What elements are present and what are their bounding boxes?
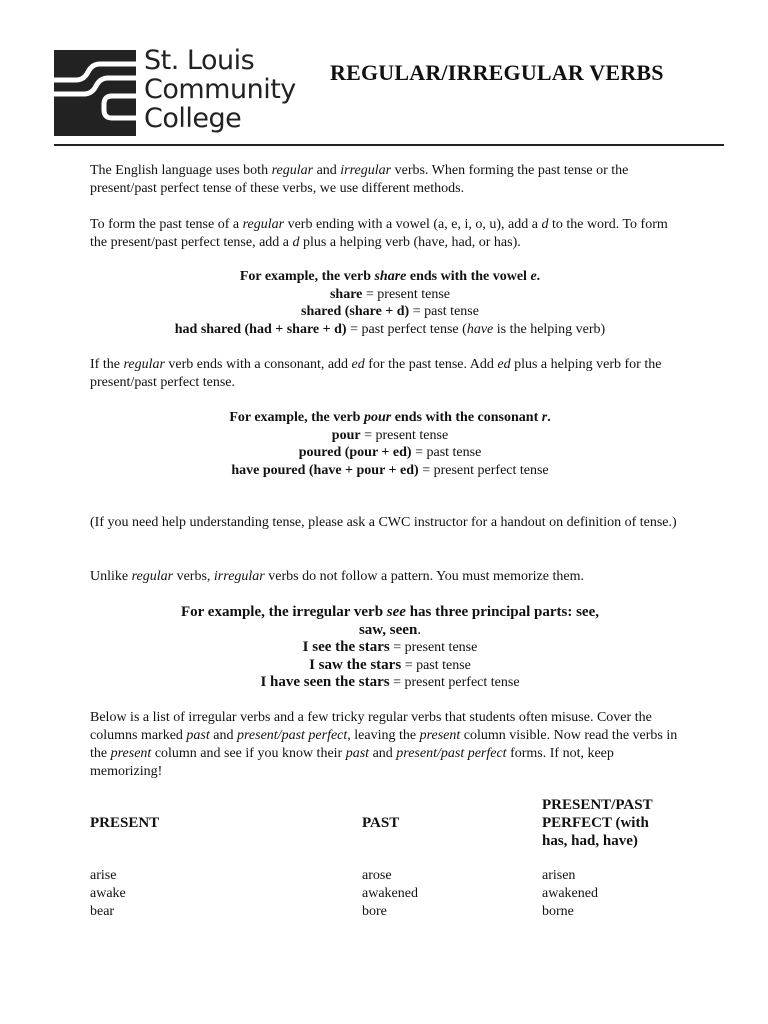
college-logo bbox=[54, 45, 314, 140]
column-header-perfect bbox=[542, 796, 653, 850]
college-logo-icon bbox=[54, 50, 136, 136]
example-see-heading: For example, the irregular verb see has three principal parts: see, saw, seen. bbox=[181, 604, 599, 638]
example-pour-line-3: have poured (have + pour + ed) = present perfect tense bbox=[231, 462, 549, 478]
example-pour-line-1: pour = present tense bbox=[331, 427, 449, 443]
table-cell-present: bear bbox=[90, 904, 115, 919]
example-share-line-3: had shared (had + share + d) = past perfect tense (have is the helping verb) bbox=[174, 321, 606, 337]
example-see-line-3: I have seen the stars = present perfect tense bbox=[260, 674, 520, 690]
college-name bbox=[144, 46, 296, 133]
example-share-heading: For example, the verb share ends with the vowel e. bbox=[239, 269, 541, 284]
table-cell-perfect: awakened bbox=[542, 886, 598, 901]
example-see bbox=[90, 604, 690, 692]
example-see-line-1: I see the stars = present tense bbox=[302, 639, 478, 655]
example-share bbox=[90, 268, 690, 338]
table-cell-present: awake bbox=[90, 886, 126, 901]
table-cell-present: arise bbox=[90, 868, 117, 883]
page-title: REGULAR/IRREGULAR VERBS bbox=[330, 60, 664, 85]
column-header-past: PAST bbox=[362, 815, 400, 831]
example-pour-heading: For example, the verb pour ends with the consonant r. bbox=[229, 410, 551, 425]
table-cell-past: arose bbox=[362, 868, 392, 883]
example-see-line-2: I saw the stars = past tense bbox=[309, 656, 471, 673]
header-divider bbox=[54, 144, 724, 146]
example-pour bbox=[90, 409, 690, 479]
example-share-line-2: shared (share + d) = past tense bbox=[301, 304, 479, 319]
irregular-paragraph: Unlike regular verbs, irregular verbs do not follow a pattern. You must memorize them. bbox=[90, 569, 584, 584]
column-header-perfect-line2: PERFECT (with bbox=[542, 815, 649, 831]
table-cell-perfect: borne bbox=[542, 904, 574, 919]
past-column bbox=[362, 867, 418, 921]
perfect-column bbox=[542, 867, 598, 921]
example-pour-line-2: poured (pour + ed) = past tense bbox=[298, 445, 482, 460]
intro-paragraph-1: The English language uses both regular and irregular verbs. When forming the past tense or the present/past perfect tense of these verbs, we use different methods. bbox=[90, 163, 629, 196]
college-name-line3: College bbox=[144, 103, 242, 134]
list-intro-paragraph: Below is a list of irregular verbs and a few tricky regular verbs that students often misuse. Cover the columns marked past and present/past perfect, leaving the present column visible. Now read the verbs in the present column and see if you know their past and present/past perfect forms. If not, keep memorizing! bbox=[90, 710, 678, 779]
table-cell-past: awakened bbox=[362, 886, 418, 901]
tense-help-paragraph: (If you need help understanding tense, please ask a CWC instructor for a handout on definition of tense.) bbox=[90, 515, 677, 530]
column-header-perfect-line3: has, had, have) bbox=[542, 833, 638, 849]
college-name-line2: Community bbox=[144, 74, 296, 105]
present-column bbox=[90, 867, 126, 921]
consonant-paragraph: If the regular verb ends with a consonant, add ed for the past tense. Add ed plus a helping verb for the present/past perfect tense. bbox=[90, 357, 662, 390]
intro-paragraph-2: To form the past tense of a regular verb ending with a vowel (a, e, i, o, u), add a d to the word. To form the present/past perfect tense, add a d plus a helping verb (have, had, or has). bbox=[90, 217, 668, 250]
college-name-line1: St. Louis bbox=[144, 45, 255, 76]
column-header-perfect-line1: PRESENT/PAST bbox=[542, 797, 653, 813]
table-cell-past: bore bbox=[362, 904, 387, 919]
example-share-line-1: share = present tense bbox=[329, 286, 450, 302]
column-header-present: PRESENT bbox=[90, 815, 160, 831]
table-cell-perfect: arisen bbox=[542, 868, 576, 883]
